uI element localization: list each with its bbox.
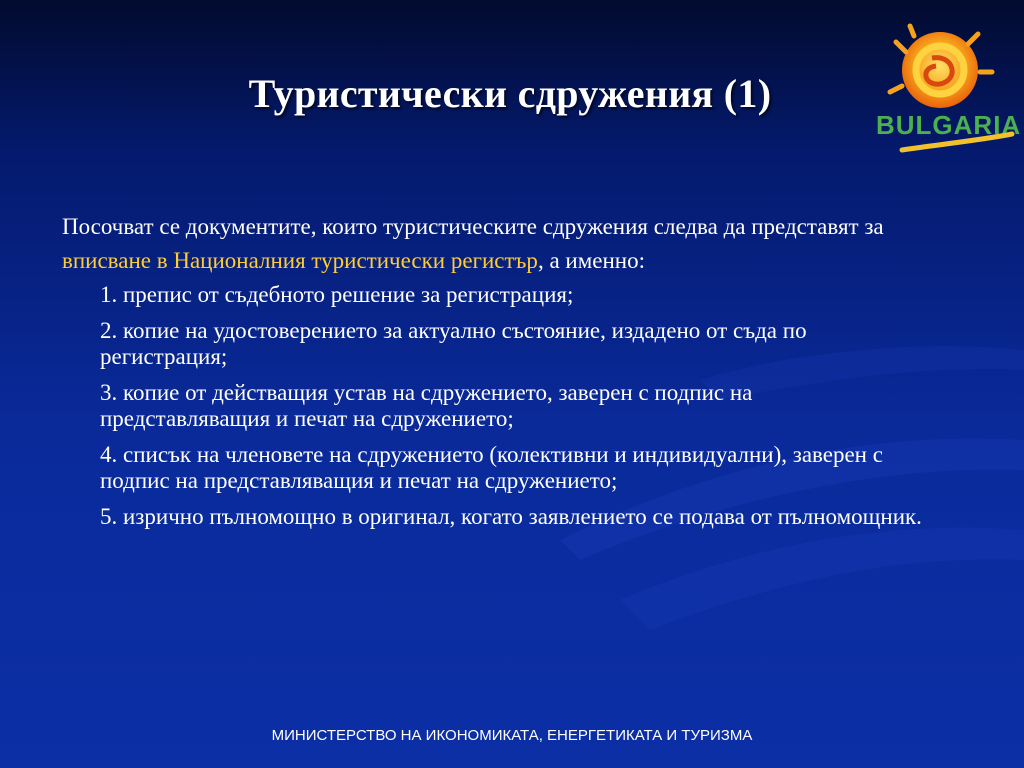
slide-content bbox=[62, 210, 962, 540]
ministry-footer: МИНИСТЕРСТВО НА ИКОНОМИКАТА, ЕНЕРГЕТИКАТА И ТУРИЗМА bbox=[271, 727, 753, 744]
register-highlight: вписване в Националния туристически регистър bbox=[62, 248, 538, 273]
slide-title: Туристически сдружения (1) bbox=[248, 71, 772, 116]
intro-paragraph bbox=[62, 210, 962, 278]
list-item: 4. списък на членовете на сдружението (колективни и индивидуални), заверен с подпис на представляващия и печат на сдружението; bbox=[100, 442, 883, 493]
list-item: 3. копие от действащия устав на сдружението, заверен с подпис на представляващия и печат на сдружението; bbox=[100, 380, 753, 431]
svg-text:BULGARIA: BULGARIA bbox=[876, 110, 1022, 140]
list-item: 2. копие на удостоверението за актуално състояние, издадено от съда по регистрация; bbox=[100, 318, 807, 369]
sun-logo-icon bbox=[862, 22, 1024, 162]
intro-text-after: , а именно: bbox=[537, 248, 645, 273]
intro-text-before: Посочват се документите, които туристическите сдружения следва да представят за bbox=[62, 214, 884, 239]
documents-list bbox=[62, 282, 962, 530]
list-item: 5. изрично пълномощно в оригинал, когато заявлението се подава от пълномощник. bbox=[100, 504, 922, 529]
list-item: 1. препис от съдебното решение за регистрация; bbox=[100, 282, 574, 307]
bulgaria-logo bbox=[862, 22, 1024, 162]
